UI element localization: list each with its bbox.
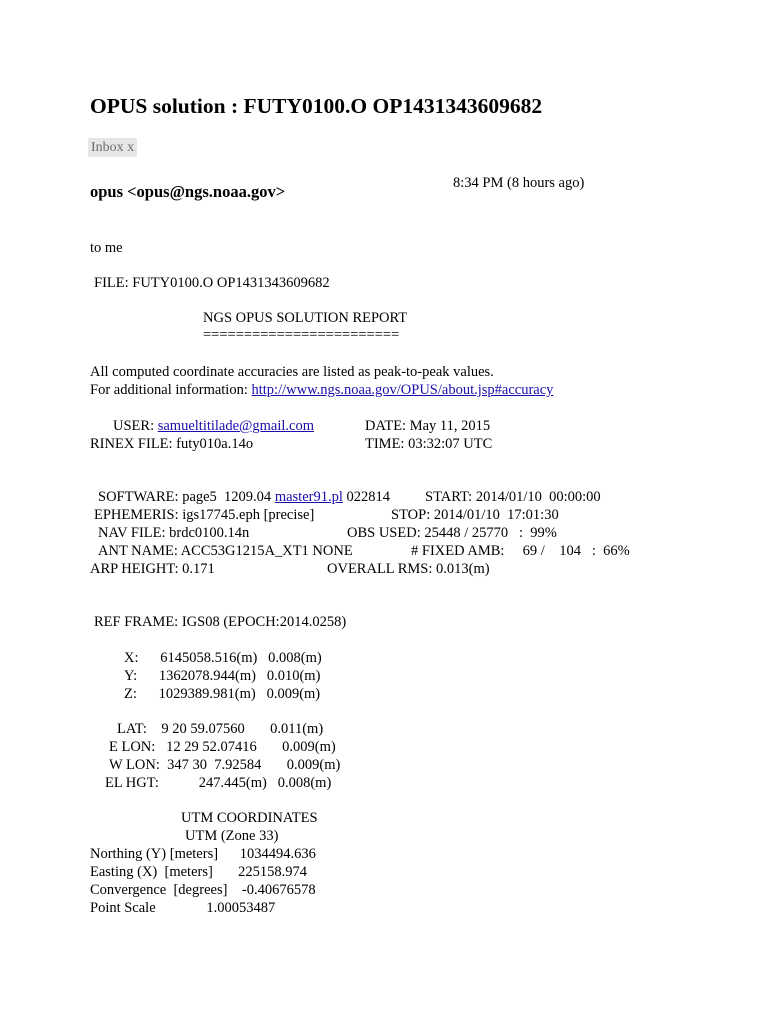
time-line: TIME: 03:32:07 UTC xyxy=(365,436,493,452)
start-line: START: 2014/01/10 00:00:00 xyxy=(425,489,601,505)
user-label: USER: xyxy=(113,418,158,434)
utm-title: UTM COORDINATES xyxy=(181,810,318,826)
accuracy-note: All computed coordinate accuracies are listed as peak-to-peak values. xyxy=(90,364,494,380)
accuracy-link[interactable]: http://www.ngs.noaa.gov/OPUS/about.jsp#accuracy xyxy=(251,382,554,398)
report-heading-underline: ======================== xyxy=(203,327,400,343)
email-time: 8:34 PM (8 hours ago) xyxy=(453,175,585,191)
northing-line: Northing (Y) [meters] 1034494.636 xyxy=(90,846,316,862)
user-line xyxy=(113,417,314,435)
east-longitude-line: E LON: 12 29 52.07416 0.009(m) xyxy=(109,739,336,755)
ephemeris-line: EPHEMERIS: igs17745.eph [precise] xyxy=(94,507,315,523)
overall-rms-line: OVERALL RMS: 0.013(m) xyxy=(327,561,490,577)
software-suffix: 022814 xyxy=(342,489,390,505)
nav-file-line: NAV FILE: brdc0100.14n xyxy=(98,525,250,541)
rinex-line: RINEX FILE: futy010a.14o xyxy=(90,436,254,452)
email-subject: OPUS solution : FUTY0100.O OP1431343609682 xyxy=(90,94,543,118)
coord-x: X: 6145058.516(m) 0.008(m) xyxy=(124,650,322,666)
stop-line: STOP: 2014/01/10 17:01:30 xyxy=(391,507,559,523)
coord-z: Z: 1029389.981(m) 0.009(m) xyxy=(124,686,321,702)
point-scale-line: Point Scale 1.00053487 xyxy=(90,900,276,916)
user-email-link[interactable]: samueltitilade@gmail.com xyxy=(157,418,315,434)
ant-name-line: ANT NAME: ACC53G1215A_XT1 NONE xyxy=(98,543,353,559)
inbox-label[interactable]: Inbox x xyxy=(88,138,137,157)
utm-zone: UTM (Zone 33) xyxy=(185,828,279,844)
software-line xyxy=(98,488,390,506)
info-prefix: For additional information: xyxy=(90,382,252,398)
info-line xyxy=(90,381,553,399)
obs-used-line: OBS USED: 25448 / 25770 : 99% xyxy=(347,525,557,541)
coord-y: Y: 1362078.944(m) 0.010(m) xyxy=(124,668,321,684)
software-prefix: SOFTWARE: page5 1209.04 xyxy=(98,489,275,505)
west-longitude-line: W LON: 347 30 7.92584 0.009(m) xyxy=(109,757,341,773)
convergence-line: Convergence [degrees] -0.40676578 xyxy=(90,882,316,898)
software-link[interactable]: master91.pl xyxy=(274,489,343,505)
arp-height-line: ARP HEIGHT: 0.171 xyxy=(90,561,215,577)
date-line: DATE: May 11, 2015 xyxy=(365,418,491,434)
sender-name[interactable]: opus <opus@ngs.noaa.gov> xyxy=(90,182,286,201)
recipient-line[interactable]: to me xyxy=(90,240,123,256)
report-heading: NGS OPUS SOLUTION REPORT xyxy=(203,310,408,326)
latitude-line: LAT: 9 20 59.07560 0.011(m) xyxy=(117,721,324,737)
ref-frame-line: REF FRAME: IGS08 (EPOCH:2014.0258) xyxy=(94,614,347,630)
ellipsoid-height-line: EL HGT: 247.445(m) 0.008(m) xyxy=(105,775,332,791)
fixed-amb-line: # FIXED AMB: 69 / 104 : 66% xyxy=(411,543,630,559)
easting-line: Easting (X) [meters] 225158.974 xyxy=(90,864,308,880)
file-line: FILE: FUTY0100.O OP1431343609682 xyxy=(94,275,330,291)
